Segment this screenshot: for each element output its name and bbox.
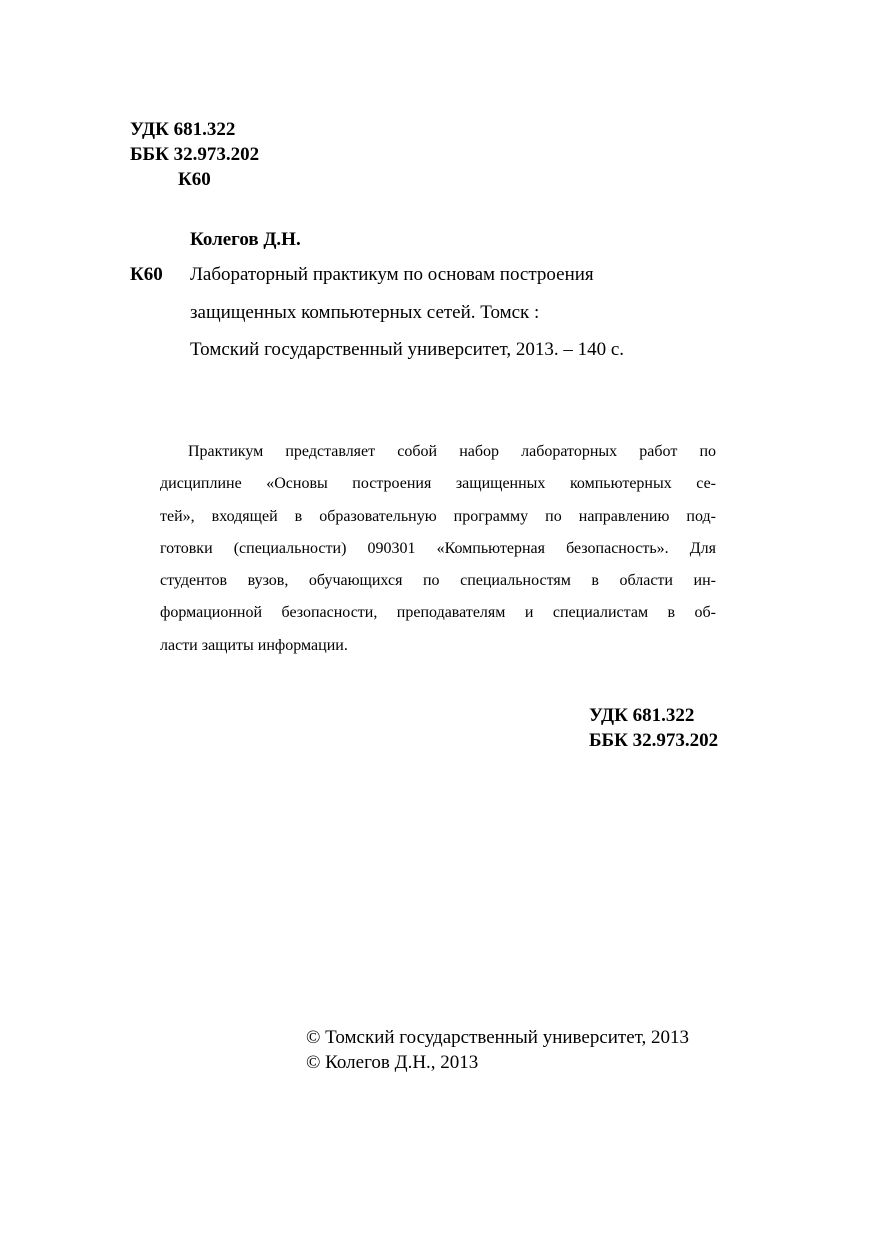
- abstract-line: Практикум представляет собой набор лабораторных работ по: [188, 443, 716, 460]
- abstract-line: ласти защиты информации.: [160, 636, 348, 654]
- bbk-code-top: ББК 32.973.202: [130, 144, 260, 165]
- author-mark: К60: [130, 264, 163, 285]
- abstract-line: готовки (специальности) 090301 «Компьютерная безопасность». Для: [160, 539, 716, 557]
- bibliography-line-2: защищенных компьютерных сетей. Томск :: [190, 302, 540, 323]
- abstract-line: студентов вузов, обучающихся по специальностям в области ин-: [160, 572, 716, 590]
- abstract-line: тей», входящей в образовательную программу по направлению под-: [160, 507, 716, 525]
- bibliography-line-3: Томский государственный университет, 2013. – 140 с.: [190, 339, 625, 360]
- bibliography-line-1: Лабораторный практикум по основам построения: [190, 264, 594, 285]
- udk-code-bottom: УДК 681.322: [589, 705, 695, 726]
- abstract-line: дисциплине «Основы построения защищенных компьютерных се-: [160, 475, 716, 493]
- udk-code-top: УДК 681.322: [130, 119, 236, 140]
- copyright-university: © Томский государственный университет, 2013: [306, 1027, 690, 1048]
- copyright-author: © Колегов Д.Н., 2013: [306, 1052, 479, 1073]
- author-mark-top: К60: [178, 169, 211, 190]
- abstract-line: формационной безопасности, преподавателям и специалистам в об-: [160, 604, 716, 622]
- author-name: Колегов Д.Н.: [190, 229, 301, 250]
- abstract: [160, 436, 716, 662]
- bbk-code-bottom: ББК 32.973.202: [589, 730, 719, 751]
